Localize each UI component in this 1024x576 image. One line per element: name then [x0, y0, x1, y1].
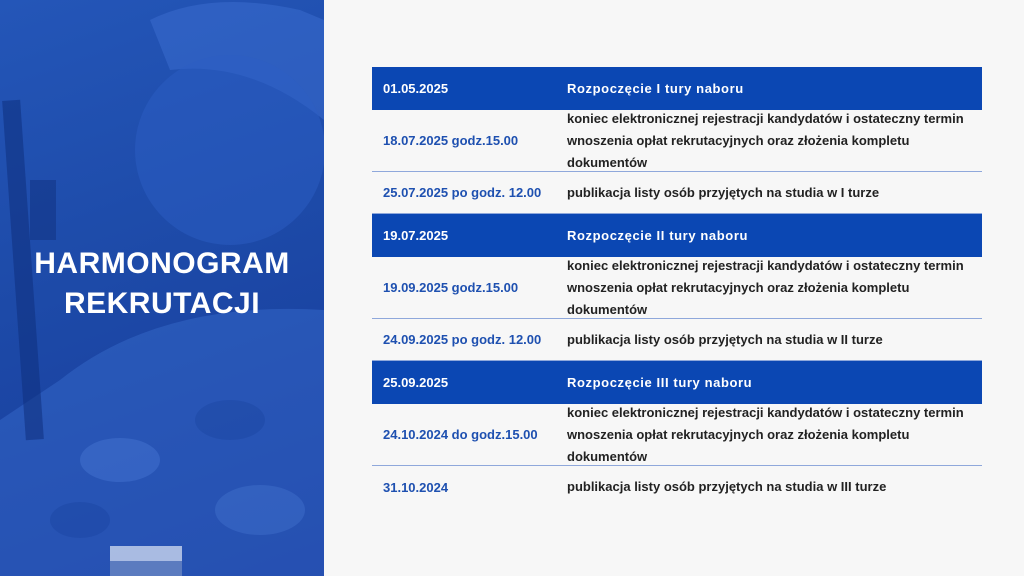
row-date: 25.07.2025 po godz. 12.00: [383, 185, 542, 200]
title-line-2: REKRUTACJI: [63, 287, 261, 320]
schedule-row: [372, 172, 982, 214]
title-line-1: HARMONOGRAM: [34, 247, 290, 280]
row-date: 25.09.2025: [383, 375, 449, 390]
row-date: 31.10.2024: [383, 479, 449, 495]
recruitment-schedule-table: [372, 67, 982, 508]
schedule-row: [372, 257, 982, 319]
page-title: [0, 244, 324, 324]
row-date: 18.07.2025 godz.15.00: [383, 133, 519, 148]
row-description: publikacja listy osób przyjętych na studia w II turze: [567, 331, 883, 347]
schedule-row: [372, 404, 982, 466]
row-date: 01.05.2025: [383, 81, 449, 96]
row-date: 19.07.2025: [383, 228, 449, 243]
row-description: koniec elektronicznej rejestracji kandydatów i ostateczny termin wnoszenia opłat rekrutacyjnych oraz złożenia kompletu dokumentów: [567, 257, 964, 317]
row-description: koniec elektronicznej rejestracji kandydatów i ostateczny termin wnoszenia opłat rekrutacyjnych oraz złożenia kompletu dokumentów: [567, 110, 964, 170]
row-description: Rozpoczęcie I tury naboru: [567, 80, 744, 96]
row-description: publikacja listy osób przyjętych na studia w III turze: [567, 479, 887, 494]
tour-1-start-row: [372, 67, 982, 110]
row-description: koniec elektronicznej rejestracji kandydatów i ostateczny termin wnoszenia opłat rekrutacyjnych oraz złożenia kompletu dokumentów: [567, 404, 964, 464]
tour-3-start-row: [372, 361, 982, 404]
schedule-row: [372, 466, 982, 508]
row-date: 24.10.2024 do godz.15.00: [383, 427, 538, 442]
row-description: publikacja listy osób przyjętych na studia w I turze: [567, 184, 880, 200]
schedule-row: [372, 110, 982, 172]
row-description: Rozpoczęcie III tury naboru: [567, 374, 753, 390]
row-description: Rozpoczęcie II tury naboru: [567, 227, 749, 243]
hero-panel: [0, 0, 324, 576]
row-date: 24.09.2025 po godz. 12.00: [383, 332, 542, 347]
schedule-row: [372, 319, 982, 361]
tour-2-start-row: [372, 214, 982, 257]
row-date: 19.09.2025 godz.15.00: [383, 280, 519, 295]
